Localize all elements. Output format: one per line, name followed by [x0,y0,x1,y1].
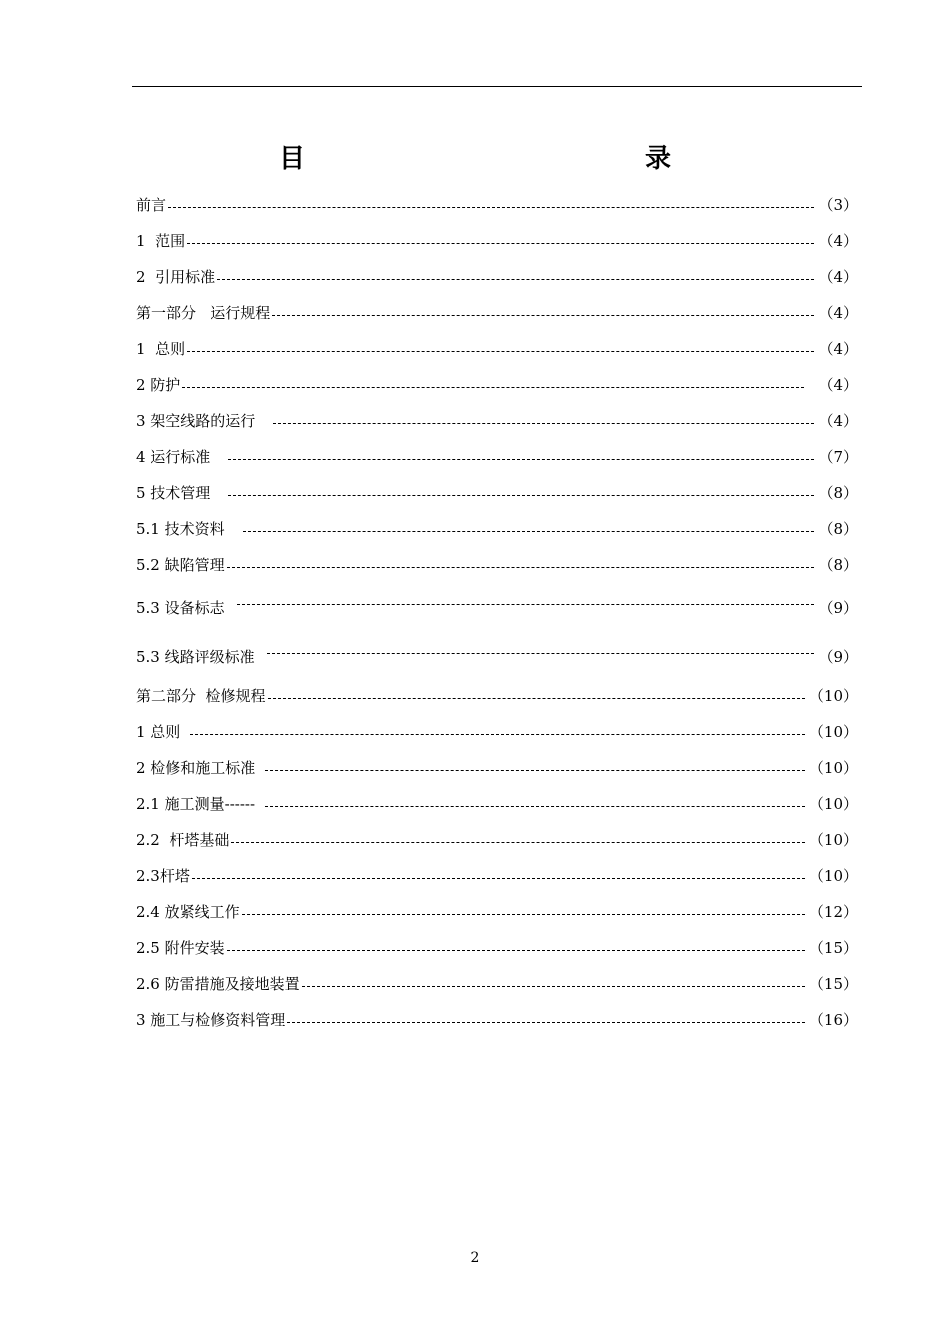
toc-entry-label: 2.6 防雷措施及接地装置 [136,975,300,993]
toc-entry-page: （10） [808,723,858,741]
toc-entry-label: 3 施工与检修资料管理 [136,1011,286,1029]
toc-entry-page: （9） [818,599,858,617]
dot-leader [243,531,815,532]
toc-entry[interactable] [136,445,858,467]
dot-leader [190,734,805,735]
toc-entry-label: 5.3 设备标志 [136,599,225,617]
toc-entry-label: 1 范围 [136,232,186,250]
toc-entry-page: （4） [818,376,858,394]
toc-entry-page: （4） [818,232,858,250]
toc-entry-page: （8） [818,520,858,538]
toc-entry[interactable] [136,596,858,618]
toc-entry[interactable] [136,373,858,395]
toc-entry-label: 2.5 附件安装 [136,939,225,957]
toc-entry[interactable] [136,301,858,323]
toc-entry-label: 2 防护 [136,376,181,394]
toc-entry[interactable] [136,553,858,575]
dot-leader [228,495,814,496]
toc-entry[interactable] [136,972,858,994]
toc-entry[interactable] [136,792,858,814]
toc-entry-page: （4） [818,412,858,430]
toc-entry-label: 4 运行标准 [136,448,211,466]
toc-entry-label: 2.3杆塔 [136,867,190,885]
dot-leader [272,315,814,316]
toc-entry-label: 1 总则 [136,723,181,741]
toc-entry[interactable] [136,828,858,850]
toc-entry-page: （3） [818,196,858,214]
dot-leader [187,243,814,244]
toc-entry-label: 5 技术管理 [136,484,211,502]
toc-entry[interactable] [136,900,858,922]
dot-leader [228,459,814,460]
dot-leader [268,698,805,699]
toc-entry-label: 2 检修和施工标准 [136,759,256,777]
toc-entry-page: （4） [818,304,858,322]
toc-entry[interactable] [136,864,858,886]
toc-entry[interactable] [136,193,858,215]
toc-entry[interactable] [136,936,858,958]
dot-leader [273,423,814,424]
toc-entry[interactable] [136,517,858,539]
toc-entry-page: （12） [808,903,858,921]
header-rule [132,86,862,87]
toc-entry[interactable] [136,756,858,778]
toc-entry[interactable] [136,684,858,706]
toc-entry-page: （7） [818,448,858,466]
toc-entry-label: 1 总则 [136,340,186,358]
toc-entry-label: 第一部分 运行规程 [136,304,271,322]
toc-entry-page: （16） [808,1011,858,1029]
toc-entry-page: （10） [808,867,858,885]
dot-leader [302,986,805,987]
dot-leader [242,914,805,915]
toc-entry-label: 前言 [136,196,167,214]
toc-entry-label: 5.3 线路评级标准 [136,648,255,666]
toc-title: 目 录 [278,144,767,174]
dot-leader [192,878,805,879]
toc-entry[interactable] [136,481,858,503]
toc-entry-page: （15） [808,975,858,993]
toc-entry[interactable] [136,1008,858,1030]
toc-entry-page: （15） [808,939,858,957]
toc-entry-label: 5.1 技术资料 [136,520,225,538]
dot-leader [267,653,815,654]
dot-leader [265,806,805,807]
toc-entry-label: 第二部分 检修规程 [136,687,266,705]
toc-entry[interactable] [136,720,858,742]
toc-entry-label: 5.2 缺陷管理 [136,556,225,574]
dot-leader [187,351,814,352]
dot-leader [231,842,805,843]
toc-entry[interactable] [136,409,858,431]
dot-leader [265,770,805,771]
dot-leader [237,604,815,605]
toc-entry-page: （8） [818,484,858,502]
dot-leader [227,950,805,951]
toc-entry-page: （10） [808,687,858,705]
page-number: 2 [470,1250,480,1266]
toc-entry-label: 2 引用标准 [136,268,216,286]
dot-leader [182,387,804,388]
toc-entry-page: （10） [808,831,858,849]
dot-leader [287,1022,805,1023]
toc-entry-label: 2.2 杆塔基础 [136,831,230,849]
dot-leader [217,279,814,280]
toc-entry[interactable] [136,645,858,667]
toc-entry-page: （9） [818,648,858,666]
toc-entry[interactable] [136,337,858,359]
toc-entry-page: （4） [818,340,858,358]
toc-entry-page: （8） [818,556,858,574]
toc-entry-page: （4） [818,268,858,286]
dot-leader [227,567,815,568]
toc-entry[interactable] [136,229,858,251]
toc-entry-page: （10） [808,759,858,777]
toc-entry[interactable] [136,265,858,287]
toc-entry-page: （10） [808,795,858,813]
toc-entry-label: 2.4 放紧线工作 [136,903,240,921]
toc-entry-label: 2.1 施工测量------ [136,795,256,813]
dot-leader [168,207,814,208]
toc-entry-label: 3 架空线路的运行 [136,412,256,430]
